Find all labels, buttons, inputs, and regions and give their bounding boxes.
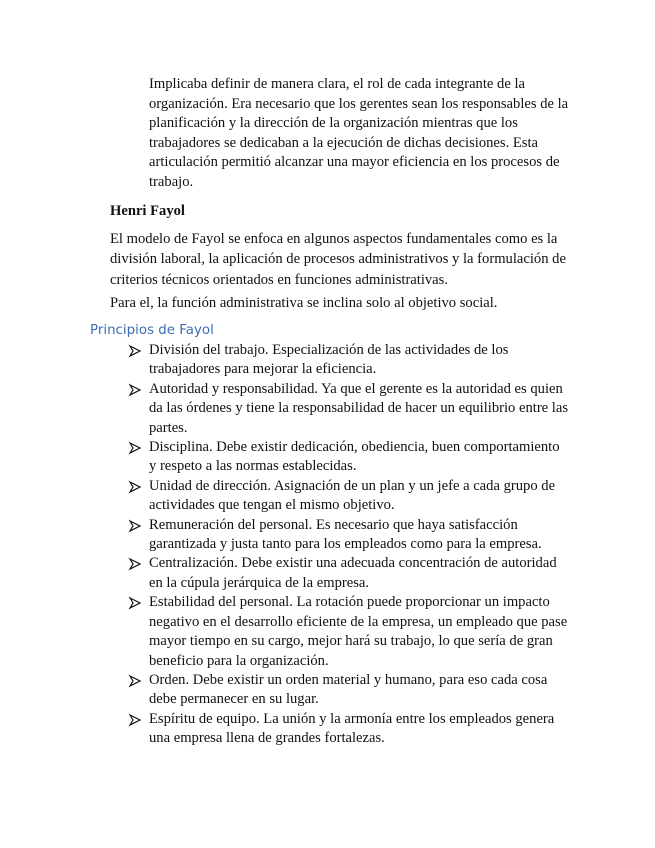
arrowhead-bullet-icon	[128, 341, 142, 360]
list-item	[128, 380, 568, 438]
fayol-paragraph-1: El modelo de Fayol se enfoca en algunos aspectos fundamentales como es la división laboral, la aplicación de procesos administrativos y la formulación de criterios técnicos orientados en funciones administrativas.	[110, 231, 566, 288]
principles-heading: Principios de Fayol	[90, 323, 214, 338]
arrowhead-bullet-icon	[128, 477, 142, 496]
list-item	[128, 341, 568, 380]
list-item	[128, 671, 568, 710]
list-item	[128, 593, 568, 671]
principle-text: Unidad de dirección. Asignación de un plan y un jefe a cada grupo de actividades que tengan el mismo objetivo.	[149, 477, 556, 514]
fayol-heading: Henri Fayol	[110, 203, 185, 219]
arrowhead-bullet-icon	[128, 593, 142, 612]
arrowhead-bullet-icon	[128, 671, 142, 690]
list-item	[128, 438, 568, 477]
principle-text: Espíritu de equipo. La unión y la armonía entre los empleados genera una empresa llena de grandes fortalezas.	[149, 710, 555, 747]
list-item	[128, 554, 568, 593]
principle-text: Remuneración del personal. Es necesario que haya satisfacción garantizada y justa tanto para los empleados como para la empresa.	[149, 516, 542, 553]
principle-text: Estabilidad del personal. La rotación puede proporcionar un impacto negativo en el desarrollo eficiente de la empresa, un empleado que pase mayor tiempo en su cargo, mejor hará su trabajo, lo que sería de gran beneficio para la organización.	[149, 594, 568, 669]
principle-text: Autoridad y responsabilidad. Ya que el gerente es la autoridad es quien da las órdenes y tiene la responsabilidad de hacer un equilibrio entre las partes.	[149, 380, 569, 436]
arrowhead-bullet-icon	[128, 710, 142, 729]
principle-text: División del trabajo. Especialización de las actividades de los trabajadores para mejorar la eficiencia.	[149, 342, 509, 378]
list-item	[128, 516, 568, 555]
arrowhead-bullet-icon	[128, 554, 142, 573]
principle-text: Disciplina. Debe existir dedicación, obediencia, buen comportamiento y respeto a las normas establecidas.	[149, 439, 560, 475]
fayol-paragraph-2: Para el, la función administrativa se inclina solo al objetivo social.	[110, 295, 498, 311]
arrowhead-bullet-icon	[128, 380, 142, 399]
principles-list	[128, 341, 568, 749]
principle-text: Centralización. Debe existir una adecuada concentración de autoridad en la cúpula jerárquica de la empresa.	[149, 555, 557, 591]
list-item	[128, 477, 568, 516]
intro-paragraph: Implicaba definir de manera clara, el rol de cada integrante de la organización. Era necesario que los gerentes sean los responsables de la planificación y la dirección de la organización mientras que los trabajadores se dedicaban a la ejecución de dichas decisiones. Esta articulación permitió alcanzar una mayor eficiencia en los procesos de trabajo.	[149, 76, 569, 190]
principle-text: Orden. Debe existir un orden material y humano, para eso cada cosa debe permanecer en su lugar.	[149, 671, 548, 708]
arrowhead-bullet-icon	[128, 516, 142, 535]
arrowhead-bullet-icon	[128, 438, 142, 457]
list-item	[128, 710, 568, 749]
